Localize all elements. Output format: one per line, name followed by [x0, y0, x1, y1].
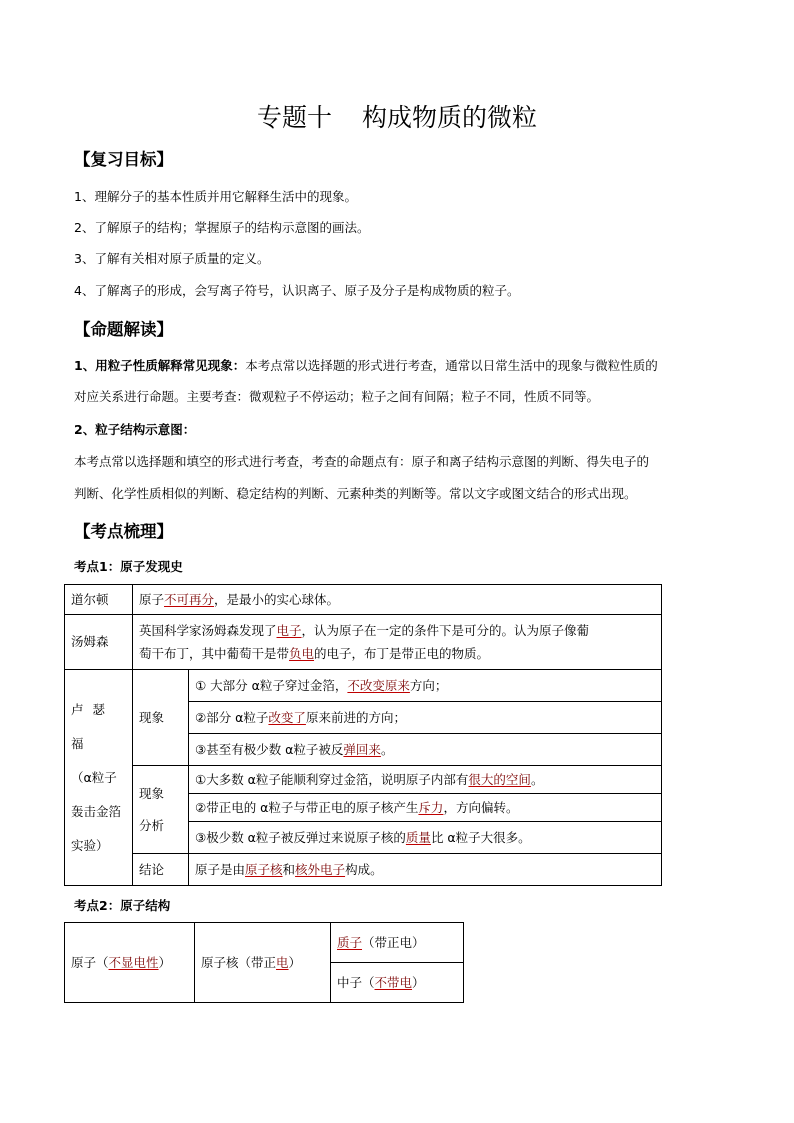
table-row — [65, 766, 662, 794]
thomson-content: 英国科学家汤姆森发现了电子，认为原子在一定的条件下是可分的。认为原子像葡 萄干布丁，其中葡萄干是带负电的电子，布丁是带正电的物质。 — [133, 615, 662, 670]
table-row — [65, 615, 662, 670]
phenomenon-3: ③甚至有极少数 α粒子被反弹回来。 — [189, 734, 662, 766]
conclusion-label: 结论 — [133, 854, 189, 886]
title-sub: 构成物质的微粒 — [362, 103, 538, 132]
page-title — [0, 98, 794, 138]
goal-item: 3、了解有关相对原子质量的定义。 — [74, 251, 270, 266]
neutron-cell: 中子（不带电） — [331, 963, 464, 1003]
interpret-text: 本考点常以选择题的形式进行考查，通常以日常生活中的现象与微粒性质的 — [245, 358, 658, 373]
table-row — [65, 670, 662, 702]
section-goals: 【复习目标】 — [74, 150, 173, 169]
kp1-heading: 考点1：原子发现史 — [74, 559, 183, 574]
atom-cell: 原子（不显电性） — [65, 923, 195, 1003]
interpret-item2-line1: 本考点常以选择题和填空的形式进行考查，考查的命题点有：原子和离子结构示意图的判断、得失电子的 — [74, 454, 650, 469]
kp2-heading: 考点2：原子结构 — [74, 898, 171, 913]
dalton-label: 道尔顿 — [65, 585, 133, 615]
atom-structure-table — [64, 922, 464, 1003]
goal-item: 4、了解离子的形成，会写离子符号，认识离子、原子及分子是构成物质的粒子。 — [74, 283, 520, 298]
nucleus-cell: 原子核（带正电） — [195, 923, 331, 1003]
analysis-1: ①大多数 α粒子能顺利穿过金箔，说明原子内部有很大的空间。 — [189, 766, 662, 794]
title-main: 专题十 — [256, 103, 332, 132]
interpret-item1-line1 — [74, 356, 734, 376]
interpret-item1-head: 1、用粒子性质解释常见现象： — [74, 358, 246, 373]
section-points: 【考点梳理】 — [74, 522, 173, 541]
goal-item: 1、理解分子的基本性质并用它解释生活中的现象。 — [74, 189, 357, 204]
interpret-item2-line2: 判断、化学性质相似的判断、稳定结构的判断、元素种类的判断等。常以文字或图文结合的形式出现。 — [74, 486, 637, 501]
table-row — [65, 923, 464, 963]
interpret-item1-line2: 对应关系进行命题。主要考查：微观粒子不停运动；粒子之间有间隔；粒子不同，性质不同等。 — [74, 389, 600, 404]
dalton-content: 原子不可再分，是最小的实心球体。 — [133, 585, 662, 615]
phenomenon-label: 现象 — [133, 670, 189, 766]
analysis-label: 现象 分析 — [133, 766, 189, 854]
phenomenon-2: ②部分 α粒子改变了原来前进的方向； — [189, 702, 662, 734]
rutherford-label: 卢瑟福 （α粒子 轰击金箔 实验） — [65, 670, 133, 886]
discovery-history-table — [64, 584, 662, 886]
analysis-2: ②带正电的 α粒子与带正电的原子核产生斥力，方向偏转。 — [189, 794, 662, 822]
goal-item: 2、了解原子的结构；掌握原子的结构示意图的画法。 — [74, 220, 370, 235]
interpret-item2-head-text: 2、粒子结构示意图： — [74, 422, 196, 437]
thomson-label: 汤姆森 — [65, 615, 133, 670]
interpret-item2-head — [74, 420, 734, 440]
proton-cell: 质子（带正电） — [331, 923, 464, 963]
conclusion-content: 原子是由原子核和核外电子构成。 — [189, 854, 662, 886]
table-row — [65, 585, 662, 615]
table-row — [65, 854, 662, 886]
phenomenon-1: ① 大部分 α粒子穿过金箔，不改变原来方向； — [189, 670, 662, 702]
analysis-3: ③极少数 α粒子被反弹过来说原子核的质量比 α粒子大很多。 — [189, 822, 662, 854]
section-interpret: 【命题解读】 — [74, 320, 173, 339]
